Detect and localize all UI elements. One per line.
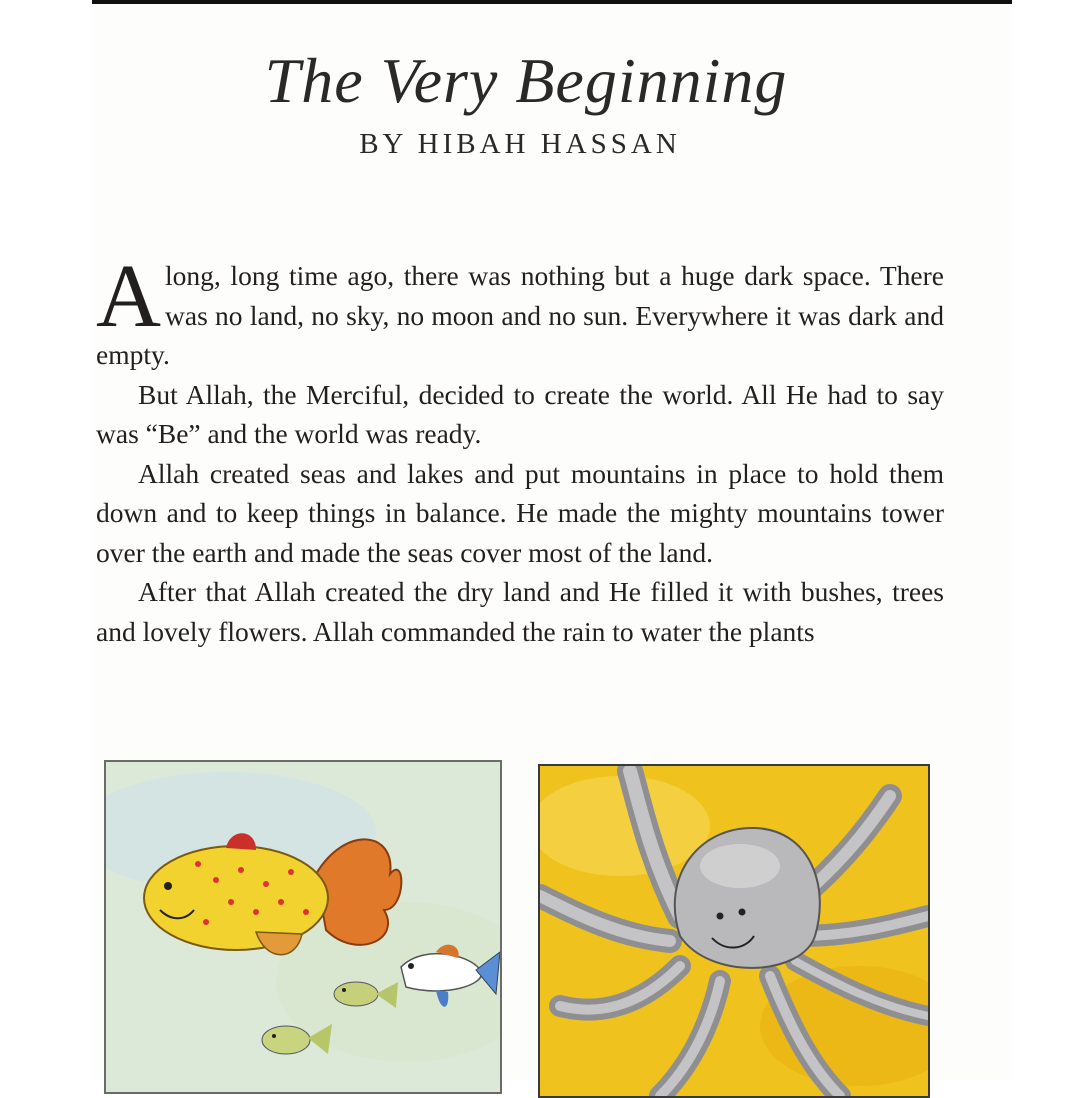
drop-cap: A — [96, 247, 161, 346]
octopus-illustration — [538, 764, 930, 1098]
story-paragraph-2: But Allah, the Merciful, decided to create the world. All He had to say was “Be” and the world was ready. — [96, 378, 944, 449]
author-byline: BY HIBAH HASSAN — [359, 128, 681, 160]
octopus-scene — [540, 766, 928, 1096]
story-text — [96, 247, 944, 651]
fish-illustration — [104, 760, 502, 1094]
story-paragraph-1 — [96, 247, 944, 375]
story-title: The Very Beginning — [264, 45, 788, 116]
fish-scene — [106, 762, 500, 1092]
paragraph-1-text: long, long time ago, there was nothing but a huge dark space. There was no land, no sky, no moon and no sun. Everywhere it was dark and empty. — [96, 260, 944, 370]
story-paragraph-4: After that Allah created the dry land and He filled it with bushes, trees and lovely flowers. Allah commanded the rain to water the plants — [96, 576, 944, 647]
story-paragraph-3: Allah created seas and lakes and put mountains in place to hold them down and to keep things in balance. He made the mighty mountains tower over the earth and made the seas cover most of the land. — [96, 457, 944, 568]
octopus-head — [675, 828, 820, 968]
